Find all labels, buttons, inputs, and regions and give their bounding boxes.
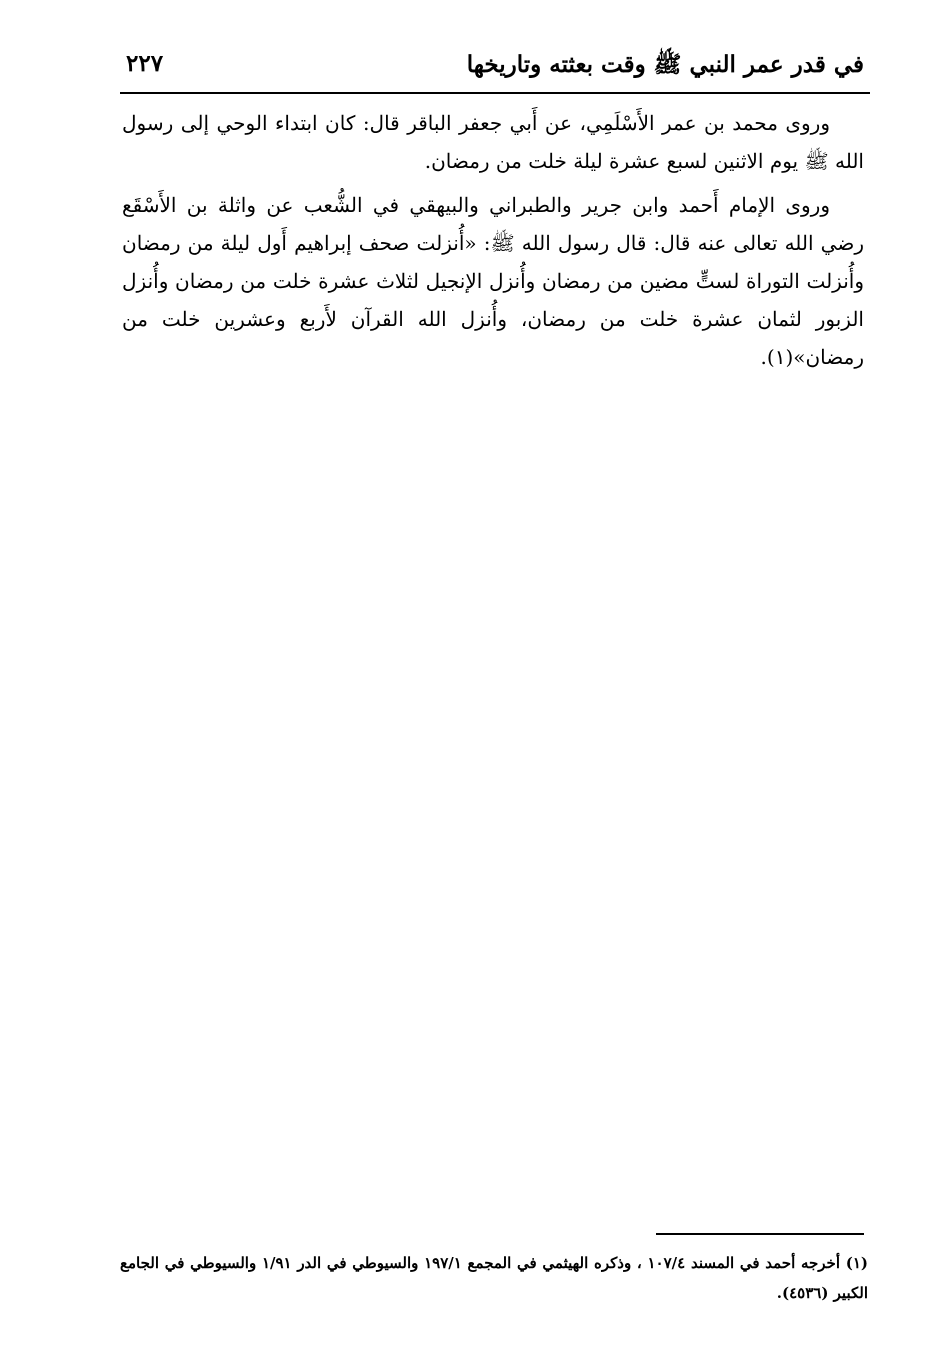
page-number: ٢٢٧ xyxy=(126,50,164,77)
footnote-text: (١) أخرجه أحمد في المسند ١٠٧/٤ ، وذكره الهيثمي في المجمع ١٩٧/١ والسيوطي في الدر ١/٩١ والسيوطي في الجامع الكبير (٤٥٣٦). xyxy=(120,1254,868,1302)
footnote xyxy=(120,1248,868,1308)
paragraph-2: وروى الإمام أَحمد وابن جرير والطبراني والبيهقي في الشُّعب عن واثلة بن الأَسْقَع رضي الله تعالى عنه قال: قال رسول الله ﷺ: «أُنزلت صحف إبراهيم أَول ليلة من رمضان وأُنزلت التوراة لستٍّ مضين من رمضان وأُنزل الإنجيل لثلاث عشرة خلت من رمضان وأُنزل الزبور لثمان عشرة خلت من رمضان، وأُنزل الله القرآن لأَربع وعشرين خلت من رمضان»(١). xyxy=(122,193,864,369)
footnote-divider xyxy=(656,1233,864,1235)
running-title: في قدر عمر النبي ﷺ وقت بعثته وتاريخها xyxy=(466,51,864,78)
running-header xyxy=(118,44,870,90)
header-divider xyxy=(120,92,870,94)
main-text xyxy=(122,104,864,382)
paragraph-1: وروى محمد بن عمر الأَسْلَمِي، عن أَبي جعفر الباقر قال: كان ابتداء الوحي إلى رسول الله ﷺ يوم الاثنين لسبع عشرة ليلة خلت من رمضان. xyxy=(122,111,864,173)
